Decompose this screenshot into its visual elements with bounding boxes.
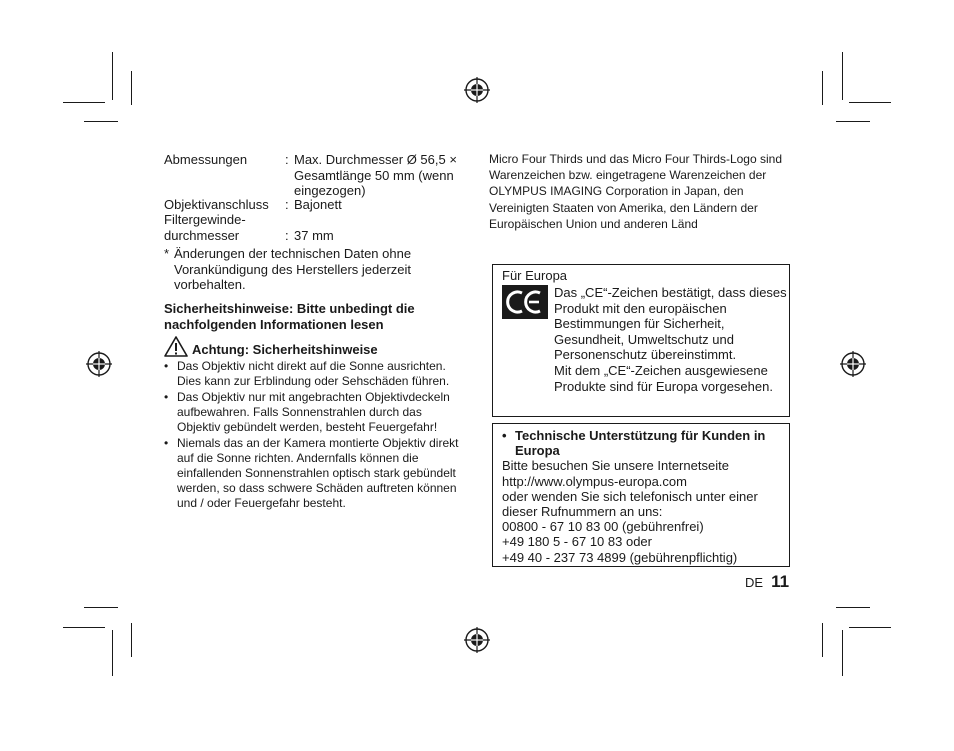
support-phone: +49 40 - 237 73 4899 (gebührenpflichtig) [502,549,738,565]
warning-triangle-icon [164,336,188,357]
crop-mark [63,627,105,628]
crop-mark [112,630,113,676]
spec-label: Objektivanschluss [164,197,269,212]
warning-text: Das Objektiv nur mit angebrachten Objektivdeckeln aufbewahren. Falls Sonnenstrahlen durch das Objektiv gebündelt werden, besteht Feuergefahr! [177,390,450,434]
crop-mark [849,102,891,103]
list-item [164,359,464,389]
support-phone: +49 180 5 - 67 10 83 oder [502,534,652,550]
crop-mark [822,623,823,657]
crop-mark [84,121,118,122]
bullet-marker: • [164,390,169,404]
bullet-marker: • [164,359,169,373]
support-line: Bitte besuchen Sie unsere Internetseite [502,458,729,474]
page-footer [745,572,789,592]
spec-colon: : [285,228,289,243]
spec-footnote [164,246,454,293]
list-item [164,436,464,511]
crop-mark [822,71,823,105]
spec-label: Filtergewinde- [164,212,246,227]
ce-description [554,285,789,394]
crop-mark [63,102,105,103]
ce-text-line: Das „CE“-Zeichen bestätigt, dass dieses Produkt mit den europäischen Bestimmungen für Sicherheit, Gesundheit, Umweltschutz und Personenschutz übereinstimmt. [554,285,787,363]
spec-label: durchmesser [164,228,240,243]
list-item [164,390,464,435]
crop-mark [842,630,843,676]
warning-list [164,359,464,512]
crop-mark [84,607,118,608]
bullet-marker: • [502,428,507,443]
support-line: oder wenden Sie sich telefonisch unter einer dieser Rufnummern an uns: [502,488,758,520]
ce-mark-icon [502,285,548,319]
warning-text: Das Objektiv nicht direkt auf die Sonne ausrichten. Dies kann zur Erblindung oder Sehschäden führen. [177,359,450,388]
europe-box-title: Für Europa [502,268,568,283]
ce-text-line: Mit dem „CE“-Zeichen ausgewiesene Produkte sind für Europa vorgesehen. [554,362,773,394]
registration-mark-icon [86,351,112,377]
trademark-notice: Micro Four Thirds und das Micro Four Thirds-Logo sind Warenzeichen bzw. eingetragene Warenzeichen der OLYMPUS IMAGING Corporation in Japan, den Vereinigten Staaten von Amerika, den Ländern der Europäischen Union und anderen Länd [489,152,783,231]
spec-value: Max. Durchmesser Ø 56,5 × Gesamtlänge 50 mm (wenn eingezogen) [294,152,457,198]
spec-colon: : [285,197,289,212]
page-number: 11 [771,572,790,591]
support-box [492,423,790,567]
support-url: http://www.olympus-europa.com [502,473,687,489]
crop-mark [836,121,870,122]
spec-colon: : [285,152,289,167]
spec-label: Abmessungen [164,152,248,167]
support-heading [502,428,787,458]
footnote-marker: * [164,246,170,261]
bullet-marker: • [164,436,169,450]
warning-heading-text: Achtung: Sicherheitshinweise [192,342,378,357]
safety-heading: Sicherheitshinweise: Bitte unbedingt die nachfolgenden Informationen lesen [164,301,415,332]
crop-mark [849,627,891,628]
support-heading-text: Technische Unterstützung für Kunden in Europa [515,428,766,459]
spec-row-mount [164,197,474,213]
crop-mark [131,71,132,105]
warning-heading [164,336,378,357]
registration-mark-icon [464,77,490,103]
crop-mark [112,52,113,100]
spec-row-filter [164,228,474,244]
warning-text: Niemals das an der Kamera montierte Objektiv direkt auf die Sonne richten. Andernfalls können die einfallenden Sonnenstrahlen optisch stark gebündelt werden, so dass schwere Schäden auftreten können und / oder Feuergefahr besteht. [177,436,459,510]
footnote-text: Änderungen der technischen Daten ohne Vorankündigung des Herstellers jederzeit vorbehalten. [174,246,412,292]
crop-mark [131,623,132,657]
crop-mark [842,52,843,100]
spec-value: Bajonett [294,197,342,212]
spec-value: 37 mm [294,228,334,243]
spec-row-filter-label [164,212,474,228]
page-language: DE [745,575,764,590]
spec-row-dimensions [164,152,474,200]
registration-mark-icon [840,351,866,377]
registration-mark-icon [464,627,490,653]
support-phone: 00800 - 67 10 83 00 (gebührenfrei) [502,519,704,535]
crop-mark [836,607,870,608]
europe-ce-box [492,264,790,417]
